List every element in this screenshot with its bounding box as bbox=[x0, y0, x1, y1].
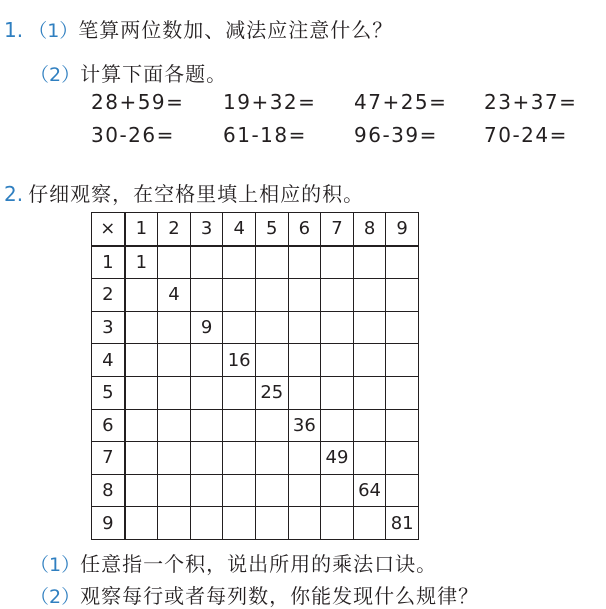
blank-cell[interactable] bbox=[190, 246, 223, 279]
col-header: 5 bbox=[255, 213, 288, 246]
blank-cell[interactable] bbox=[125, 311, 158, 344]
table-row bbox=[92, 279, 419, 312]
blank-cell[interactable] bbox=[321, 311, 354, 344]
question-1-part-2 bbox=[30, 58, 227, 87]
table-row bbox=[92, 507, 419, 540]
question-1-part-1-label: （1） bbox=[28, 20, 79, 42]
question-2-part-2 bbox=[30, 580, 479, 609]
blank-cell[interactable] bbox=[321, 344, 354, 377]
row-header: 4 bbox=[92, 344, 125, 377]
question-2-part-2-label: （2） bbox=[30, 586, 81, 608]
col-header: 2 bbox=[158, 213, 191, 246]
question-1-part-2-text: 计算下面各题。 bbox=[80, 62, 228, 86]
equation: 47+25= bbox=[354, 90, 448, 114]
equation: 23+37= bbox=[484, 90, 578, 114]
blank-cell[interactable] bbox=[190, 474, 223, 507]
product-cell: 4 bbox=[158, 279, 191, 312]
col-header: 7 bbox=[321, 213, 354, 246]
product-cell: 9 bbox=[190, 311, 223, 344]
blank-cell[interactable] bbox=[223, 279, 256, 312]
question-2-part-2-text: 观察每行或者每列数，你能发现什么规律？ bbox=[80, 584, 480, 608]
blank-cell[interactable] bbox=[125, 344, 158, 377]
table-row bbox=[92, 311, 419, 344]
product-cell: 25 bbox=[255, 376, 288, 409]
question-2-text: 仔细观察，在空格里填上相应的积。 bbox=[28, 182, 365, 206]
col-header: 4 bbox=[223, 213, 256, 246]
blank-cell[interactable] bbox=[223, 474, 256, 507]
blank-cell[interactable] bbox=[353, 279, 386, 312]
corner-cell: × bbox=[92, 213, 125, 246]
question-2 bbox=[4, 178, 364, 207]
blank-cell[interactable] bbox=[386, 344, 419, 377]
question-1-part-1-text: 笔算两位数加、减法应注意什么？ bbox=[78, 18, 394, 42]
blank-cell[interactable] bbox=[190, 279, 223, 312]
blank-cell[interactable] bbox=[125, 409, 158, 442]
product-cell: 64 bbox=[353, 474, 386, 507]
question-2-part-1 bbox=[30, 548, 437, 577]
col-header: 6 bbox=[288, 213, 321, 246]
row-header: 7 bbox=[92, 442, 125, 475]
blank-cell[interactable] bbox=[190, 507, 223, 540]
blank-cell[interactable] bbox=[353, 246, 386, 279]
blank-cell[interactable] bbox=[353, 311, 386, 344]
product-cell: 81 bbox=[386, 507, 419, 540]
blank-cell[interactable] bbox=[386, 311, 419, 344]
blank-cell[interactable] bbox=[125, 376, 158, 409]
blank-cell[interactable] bbox=[125, 507, 158, 540]
question-1-number: 1. bbox=[4, 18, 24, 42]
equation: 19+32= bbox=[223, 90, 317, 114]
blank-cell[interactable] bbox=[386, 246, 419, 279]
blank-cell[interactable] bbox=[321, 474, 354, 507]
blank-cell[interactable] bbox=[125, 279, 158, 312]
blank-cell[interactable] bbox=[158, 376, 191, 409]
blank-cell[interactable] bbox=[125, 442, 158, 475]
blank-cell[interactable] bbox=[288, 442, 321, 475]
table-row bbox=[92, 442, 419, 475]
product-cell: 49 bbox=[321, 442, 354, 475]
col-header: 8 bbox=[353, 213, 386, 246]
blank-cell[interactable] bbox=[255, 344, 288, 377]
blank-cell[interactable] bbox=[223, 246, 256, 279]
row-header: 1 bbox=[92, 246, 125, 279]
question-1 bbox=[4, 14, 393, 43]
blank-cell[interactable] bbox=[321, 376, 354, 409]
blank-cell[interactable] bbox=[321, 409, 354, 442]
blank-cell[interactable] bbox=[353, 507, 386, 540]
blank-cell[interactable] bbox=[321, 507, 354, 540]
blank-cell[interactable] bbox=[386, 409, 419, 442]
blank-cell[interactable] bbox=[223, 376, 256, 409]
blank-cell[interactable] bbox=[255, 442, 288, 475]
table-row bbox=[92, 474, 419, 507]
blank-cell[interactable] bbox=[288, 279, 321, 312]
blank-cell[interactable] bbox=[288, 344, 321, 377]
blank-cell[interactable] bbox=[353, 409, 386, 442]
blank-cell[interactable] bbox=[321, 279, 354, 312]
blank-cell[interactable] bbox=[125, 474, 158, 507]
product-cell: 36 bbox=[288, 409, 321, 442]
row-header: 8 bbox=[92, 474, 125, 507]
blank-cell[interactable] bbox=[158, 409, 191, 442]
blank-cell[interactable] bbox=[158, 246, 191, 279]
blank-cell[interactable] bbox=[158, 442, 191, 475]
blank-cell[interactable] bbox=[255, 507, 288, 540]
blank-cell[interactable] bbox=[386, 376, 419, 409]
col-header: 9 bbox=[386, 213, 419, 246]
blank-cell[interactable] bbox=[321, 246, 354, 279]
blank-cell[interactable] bbox=[386, 474, 419, 507]
row-header: 3 bbox=[92, 311, 125, 344]
table-row bbox=[92, 246, 419, 279]
blank-cell[interactable] bbox=[288, 246, 321, 279]
equation: 61-18= bbox=[223, 123, 307, 147]
blank-cell[interactable] bbox=[158, 507, 191, 540]
row-header: 5 bbox=[92, 376, 125, 409]
blank-cell[interactable] bbox=[288, 474, 321, 507]
equation: 30-26= bbox=[91, 123, 175, 147]
question-2-number: 2. bbox=[4, 182, 24, 206]
equation: 96-39= bbox=[354, 123, 438, 147]
blank-cell[interactable] bbox=[158, 311, 191, 344]
blank-cell[interactable] bbox=[223, 311, 256, 344]
row-header: 2 bbox=[92, 279, 125, 312]
blank-cell[interactable] bbox=[158, 474, 191, 507]
product-cell: 16 bbox=[223, 344, 256, 377]
blank-cell[interactable] bbox=[223, 442, 256, 475]
blank-cell[interactable] bbox=[386, 279, 419, 312]
blank-cell[interactable] bbox=[223, 409, 256, 442]
table-row bbox=[92, 409, 419, 442]
blank-cell[interactable] bbox=[190, 409, 223, 442]
table-row bbox=[92, 376, 419, 409]
blank-cell[interactable] bbox=[255, 311, 288, 344]
blank-cell[interactable] bbox=[255, 246, 288, 279]
question-1-part-2-label: （2） bbox=[30, 64, 81, 86]
equation: 28+59= bbox=[91, 90, 185, 114]
blank-cell[interactable] bbox=[190, 442, 223, 475]
blank-cell[interactable] bbox=[255, 409, 288, 442]
blank-cell[interactable] bbox=[386, 442, 419, 475]
col-header: 3 bbox=[190, 213, 223, 246]
blank-cell[interactable] bbox=[190, 344, 223, 377]
question-2-part-1-text: 任意指一个积，说出所用的乘法口诀。 bbox=[80, 552, 438, 576]
product-cell: 1 bbox=[125, 246, 158, 279]
blank-cell[interactable] bbox=[190, 376, 223, 409]
blank-cell[interactable] bbox=[353, 376, 386, 409]
multiplication-table bbox=[91, 212, 419, 540]
row-header: 6 bbox=[92, 409, 125, 442]
blank-cell[interactable] bbox=[288, 507, 321, 540]
blank-cell[interactable] bbox=[288, 376, 321, 409]
blank-cell[interactable] bbox=[255, 279, 288, 312]
row-header: 9 bbox=[92, 507, 125, 540]
blank-cell[interactable] bbox=[255, 474, 288, 507]
table-row bbox=[92, 344, 419, 377]
blank-cell[interactable] bbox=[353, 442, 386, 475]
col-header: 1 bbox=[125, 213, 158, 246]
table-header-row bbox=[92, 213, 419, 246]
blank-cell[interactable] bbox=[158, 344, 191, 377]
equation: 70-24= bbox=[484, 123, 568, 147]
question-2-part-1-label: （1） bbox=[30, 554, 81, 576]
blank-cell[interactable] bbox=[223, 507, 256, 540]
blank-cell[interactable] bbox=[353, 344, 386, 377]
blank-cell[interactable] bbox=[288, 311, 321, 344]
